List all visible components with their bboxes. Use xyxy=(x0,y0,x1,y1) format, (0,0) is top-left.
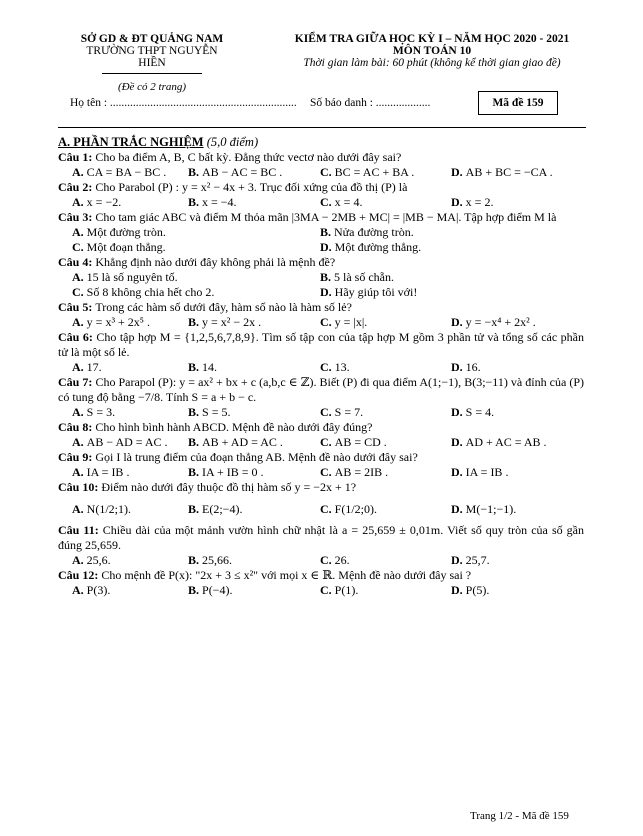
answer-option[interactable]: C. Một đoạn thẳng. xyxy=(72,240,166,254)
pages-note: (Đề có 2 trang) xyxy=(117,81,187,93)
question-item xyxy=(58,480,584,523)
question-text: Cho Parapol (P): y = ax² + bx + c (a,b,c ∈ ℤ). Biết (P) đi qua điểm A(1;−1), B(3;−11) và đỉnh của (P) có tung độ bằng −7/8. Tính S = a + b − c. xyxy=(58,375,585,404)
answer-option[interactable]: A. P(3). xyxy=(72,583,111,597)
answer-option[interactable]: C. F(1/2;0). xyxy=(320,502,378,516)
answer-option[interactable]: A. IA = IB . xyxy=(72,465,130,479)
question-stem: Câu 1: Cho ba điểm A, B, C bất kỳ. Đẳng thức vectơ nào dưới đây sai? xyxy=(58,150,402,164)
answer-option[interactable]: A. S = 3. xyxy=(72,405,116,419)
question-stem: Câu 8: Cho hình bình hành ABCD. Mệnh đề nào dưới đây đúng? xyxy=(58,420,373,434)
question-item xyxy=(58,180,584,210)
school-header xyxy=(72,33,232,93)
answer-option[interactable]: A. Một đường tròn. xyxy=(72,225,166,239)
options-row xyxy=(58,495,584,523)
answer-option[interactable]: C. Số 8 không chia hết cho 2. xyxy=(72,285,215,299)
answer-option[interactable]: A. AB − AD = AC . xyxy=(72,435,168,449)
exam-header xyxy=(282,33,582,69)
answer-option[interactable]: D. AB + BC = −CA . xyxy=(451,165,553,179)
page-footer: Trang 1/2 - Mã đề 159 xyxy=(470,810,569,822)
question-item xyxy=(58,210,584,255)
options-row xyxy=(58,465,584,480)
header-separator xyxy=(58,127,586,128)
school-name: TRƯỜNG THPT NGUYỄN HIỀN xyxy=(86,45,218,69)
question-item xyxy=(58,375,584,420)
options-row xyxy=(58,360,584,375)
question-text: Điểm nào dưới đây thuộc đồ thị hàm số y = −2x + 1? xyxy=(101,480,357,494)
answer-option[interactable]: B. E(2;−4). xyxy=(188,502,243,516)
answer-option[interactable]: D. AD + AC = AB . xyxy=(451,435,547,449)
exam-title: KIỂM TRA GIỮA HỌC KỲ I – NĂM HỌC 2020 - 2021 xyxy=(294,33,570,45)
answer-option[interactable]: B. P(−4). xyxy=(188,583,233,597)
answer-option[interactable]: C. 26. xyxy=(320,553,350,567)
subject-title: MÔN TOÁN 10 xyxy=(392,45,472,57)
answer-option[interactable]: A. 25,6. xyxy=(72,553,111,567)
candidate-row xyxy=(70,97,431,109)
question-stem: Câu 6: Cho tập hợp M = {1,2,5,6,7,8,9}. Tìm số tập con của tập hợp M gồm 3 phần tử và tổng số các phần tử là một số lẻ. xyxy=(58,330,584,359)
options-row xyxy=(58,315,584,330)
question-item xyxy=(58,150,584,180)
answer-option[interactable]: C. 13. xyxy=(320,360,350,374)
answer-option[interactable]: C. P(1). xyxy=(320,583,359,597)
options-row xyxy=(58,195,584,210)
question-item xyxy=(58,450,584,480)
answer-option[interactable]: B. IA + IB = 0 . xyxy=(188,465,264,479)
answer-option[interactable]: C. y = |x|. xyxy=(320,315,368,329)
answer-option[interactable]: D. Một đường thẳng. xyxy=(320,240,422,254)
answer-option[interactable]: B. S = 5. xyxy=(188,405,231,419)
answer-option[interactable]: A. N(1/2;1). xyxy=(72,502,131,516)
answer-option[interactable]: C. x = 4. xyxy=(320,195,363,209)
header-divider xyxy=(102,73,202,74)
question-item xyxy=(58,300,584,330)
options-row xyxy=(58,435,584,450)
answer-option[interactable]: B. 25,66. xyxy=(188,553,233,567)
question-text: Cho Parabol (P) : y = x² − 4x + 3. Trục đối xứng của đồ thị (P) là xyxy=(95,180,408,194)
question-text: Cho tam giác ABC và điểm M thỏa mãn |3MA − 2MB + MC| = |MB − MA|. Tập hợp điểm M là xyxy=(95,210,557,224)
exam-code-box: Mã đề 159 xyxy=(478,91,558,115)
answer-option[interactable]: A. CA = BA − BC . xyxy=(72,165,167,179)
answer-option[interactable]: B. y = x² − 2x . xyxy=(188,315,262,329)
question-text: Cho hình bình hành ABCD. Mệnh đề nào dưới đây đúng? xyxy=(95,420,373,434)
question-text: Trong các hàm số dưới đây, hàm số nào là hàm số lẻ? xyxy=(95,300,352,314)
answer-option[interactable]: A. y = x³ + 2x⁵ . xyxy=(72,315,150,329)
options-row xyxy=(58,270,584,285)
name-field: Họ tên : ................................................................. xyxy=(70,97,297,109)
question-stem: Câu 7: Cho Parapol (P): y = ax² + bx + c (a,b,c ∈ ℤ). Biết (P) đi qua điểm A(1;−1), B(3;−11) và đỉnh của (P) có tung độ bằng −7/8. Tính S = a + b − c. xyxy=(58,375,585,404)
answer-option[interactable]: B. AB − AC = BC . xyxy=(188,165,283,179)
question-item xyxy=(58,420,584,450)
answer-option[interactable]: D. 25,7. xyxy=(451,553,490,567)
answer-option[interactable]: C. AB = 2IB . xyxy=(320,465,389,479)
answer-option[interactable]: B. AB + AD = AC . xyxy=(188,435,283,449)
question-text: Khẳng định nào dưới đây không phải là mệnh đề? xyxy=(95,255,336,269)
question-text: Cho mệnh đề P(x): "2x + 3 ≤ x²" với mọi x ∈ ℝ. Mệnh đề nào dưới đây sai ? xyxy=(101,568,472,582)
answer-option[interactable]: D. S = 4. xyxy=(451,405,495,419)
time-note: Thời gian làm bài: 60 phút (không kể thời gian giao đề) xyxy=(303,57,561,69)
question-stem: Câu 9: Gọi I là trung điểm của đoạn thẳng AB. Mệnh đề nào dưới đây sai? xyxy=(58,450,418,464)
department-name: SỞ GD & ĐT QUẢNG NAM xyxy=(80,33,224,45)
options-row xyxy=(58,553,584,568)
section-title: A. PHẦN TRẮC NGHIỆM (5,0 điểm) xyxy=(58,135,259,149)
options-row xyxy=(58,240,584,255)
questions-area xyxy=(58,135,584,598)
answer-option[interactable]: A. x = −2. xyxy=(72,195,122,209)
question-stem: Câu 5: Trong các hàm số dưới đây, hàm số nào là hàm số lẻ? xyxy=(58,300,352,314)
answer-option[interactable]: C. AB = CD . xyxy=(320,435,387,449)
answer-option[interactable]: C. BC = AC + BA . xyxy=(320,165,415,179)
options-row xyxy=(58,583,584,598)
question-text: Cho ba điểm A, B, C bất kỳ. Đẳng thức vectơ nào dưới đây sai? xyxy=(95,150,402,164)
answer-option[interactable]: A. 15 là số nguyên tố. xyxy=(72,270,178,284)
question-item xyxy=(58,330,584,375)
question-stem: Câu 10: Điểm nào dưới đây thuộc đồ thị hàm số y = −2x + 1? xyxy=(58,480,357,494)
answer-option[interactable]: D. IA = IB . xyxy=(451,465,509,479)
answer-option[interactable]: D. x = 2. xyxy=(451,195,494,209)
sbd-field: Số báo danh : ................... xyxy=(310,97,431,109)
options-row xyxy=(58,225,584,240)
question-list xyxy=(58,150,584,598)
answer-option[interactable]: B. x = −4. xyxy=(188,195,237,209)
options-row xyxy=(58,285,584,300)
question-stem: Câu 3: Cho tam giác ABC và điểm M thỏa mãn |3MA − 2MB + MC| = |MB − MA|. Tập hợp điểm M là xyxy=(58,210,557,224)
question-stem: Câu 2: Cho Parabol (P) : y = x² − 4x + 3. Trục đối xứng của đồ thị (P) là xyxy=(58,180,408,194)
question-text: Cho tập hợp M = {1,2,5,6,7,8,9}. Tìm số tập con của tập hợp M gồm 3 phần tử và tổng số các phần tử là một số lẻ. xyxy=(58,330,584,359)
question-stem: Câu 4: Khẳng định nào dưới đây không phải là mệnh đề? xyxy=(58,255,336,269)
answer-option[interactable]: C. S = 7. xyxy=(320,405,364,419)
answer-option[interactable]: D. M(−1;−1). xyxy=(451,502,517,516)
question-text: Chiều dài của một mảnh vườn hình chữ nhật là a = 25,659 ± 0,01m. Viết số quy tròn của số gần đúng 25,659. xyxy=(58,523,584,552)
answer-option[interactable]: B. 14. xyxy=(188,360,218,374)
answer-option[interactable]: B. Nửa đường tròn. xyxy=(320,225,414,239)
question-item xyxy=(58,568,584,598)
question-stem: Câu 11: Chiều dài của một mảnh vườn hình chữ nhật là a = 25,659 ± 0,01m. Viết số quy tròn của số gần đúng 25,659. xyxy=(58,523,584,552)
question-item xyxy=(58,523,584,568)
answer-option[interactable]: D. Hãy giúp tôi với! xyxy=(320,285,418,299)
options-row xyxy=(58,165,584,180)
answer-option[interactable]: A. 17. xyxy=(72,360,102,374)
question-item xyxy=(58,255,584,300)
options-row xyxy=(58,405,584,420)
answer-option[interactable]: B. 5 là số chẵn. xyxy=(320,270,394,284)
answer-option[interactable]: D. P(5). xyxy=(451,583,490,597)
answer-option[interactable]: D. 16. xyxy=(451,360,481,374)
question-text: Gọi I là trung điểm của đoạn thẳng AB. Mệnh đề nào dưới đây sai? xyxy=(95,450,418,464)
question-stem: Câu 12: Cho mệnh đề P(x): "2x + 3 ≤ x²" với mọi x ∈ ℝ. Mệnh đề nào dưới đây sai ? xyxy=(58,568,472,582)
answer-option[interactable]: D. y = −x⁴ + 2x² . xyxy=(451,315,536,329)
